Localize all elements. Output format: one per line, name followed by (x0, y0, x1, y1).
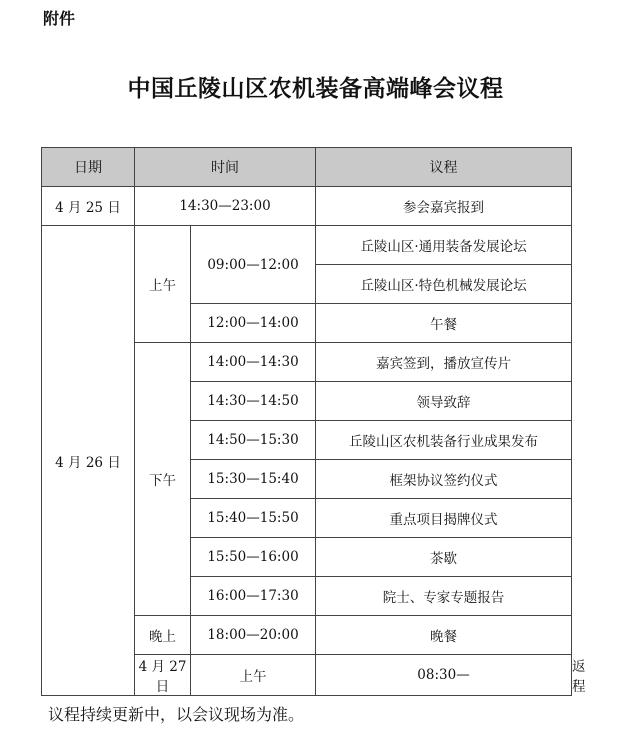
agenda-cell: 参会嘉宾报到 (316, 187, 572, 226)
table-row: 4 月 27 日 上午 08:30— 返程 (42, 655, 572, 696)
period-cell: 晚上 (135, 616, 191, 655)
agenda-cell: 院士、专家专题报告 (316, 577, 572, 616)
footnote: 议程持续更新中，以会议现场为准。 (48, 705, 305, 724)
agenda-cell: 嘉宾签到，播放宣传片 (316, 343, 572, 382)
time-cell: 18:00—20:00 (191, 616, 316, 655)
header-time: 时间 (135, 148, 316, 187)
agenda-cell: 重点项目揭牌仪式 (316, 499, 572, 538)
agenda-table (41, 147, 586, 696)
header-agenda: 议程 (316, 148, 572, 187)
time-cell: 15:50—16:00 (191, 538, 316, 577)
time-cell: 16:00—17:30 (191, 577, 316, 616)
date-cell: 4 月 26 日 (42, 226, 135, 696)
period-cell: 上午 (191, 655, 316, 696)
table-header-row (42, 148, 572, 187)
table-row (42, 187, 572, 226)
agenda-cell: 丘陵山区·通用装备发展论坛 (316, 226, 572, 265)
agenda-cell: 茶歇 (316, 538, 572, 577)
time-cell: 14:00—14:30 (191, 343, 316, 382)
agenda-cell: 丘陵山区农机装备行业成果发布 (316, 421, 572, 460)
time-cell: 14:30—23:00 (135, 187, 316, 226)
time-cell: 12:00—14:00 (191, 304, 316, 343)
time-cell: 08:30— (316, 655, 572, 696)
time-cell: 14:30—14:50 (191, 382, 316, 421)
header-date: 日期 (42, 148, 135, 187)
agenda-cell: 丘陵山区·特色机械发展论坛 (316, 265, 572, 304)
attachment-label: 附件 (43, 9, 76, 28)
period-cell: 下午 (135, 343, 191, 616)
page-title: 中国丘陵山区农机装备高端峰会议程 (127, 75, 504, 102)
agenda-cell: 领导致辞 (316, 382, 572, 421)
agenda-cell: 框架协议签约仪式 (316, 460, 572, 499)
agenda-cell: 午餐 (316, 304, 572, 343)
period-cell: 上午 (135, 226, 191, 343)
agenda-cell: 晚餐 (316, 616, 572, 655)
time-cell: 14:50—15:30 (191, 421, 316, 460)
date-cell: 4 月 25 日 (42, 187, 135, 226)
date-cell: 4 月 27 日 (135, 655, 191, 696)
table-row (42, 226, 572, 265)
time-cell: 09:00—12:00 (191, 226, 316, 304)
time-cell: 15:30—15:40 (191, 460, 316, 499)
time-cell: 15:40—15:50 (191, 499, 316, 538)
